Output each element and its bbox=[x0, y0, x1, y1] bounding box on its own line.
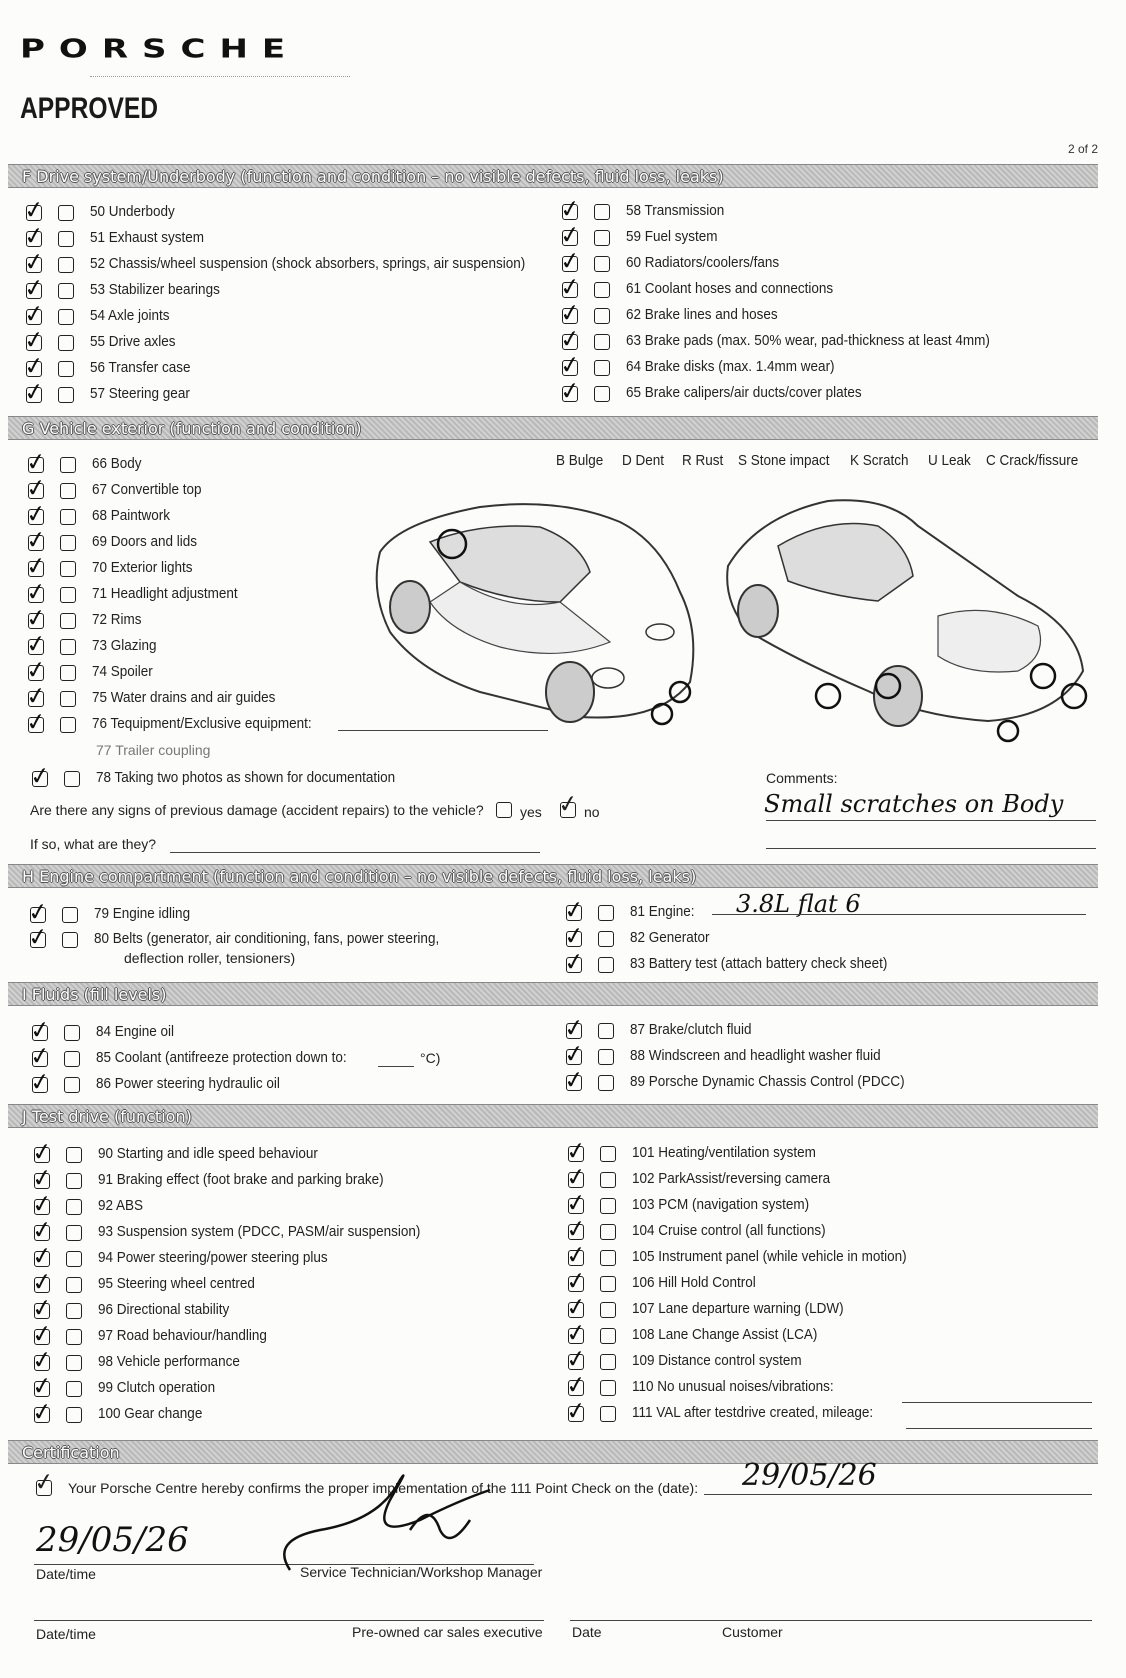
legend-leak: U Leak bbox=[928, 452, 971, 469]
checklist-item[interactable] bbox=[22, 350, 546, 382]
check-mark-icon: ✓ bbox=[28, 1014, 52, 1046]
check-mark-icon: ✓ bbox=[30, 1136, 54, 1168]
item-label: 92 ABS bbox=[98, 1197, 144, 1214]
check-mark-icon: ✓ bbox=[562, 946, 586, 978]
checklist-item[interactable] bbox=[28, 1040, 532, 1072]
not-ok-checkbox[interactable] bbox=[594, 204, 610, 220]
legend-bulge: B Bulge bbox=[556, 452, 604, 469]
coolant-temp-line bbox=[378, 1066, 414, 1067]
date-time-label-2: Date/time bbox=[36, 1626, 96, 1642]
not-ok-checkbox[interactable] bbox=[64, 771, 80, 787]
damage-yes-label: yes bbox=[520, 804, 542, 820]
section-title-f: F Drive system/Underbody (function and condition – no visible defects, fluid loss, leaks) bbox=[22, 167, 724, 186]
item-label: 59 Fuel system bbox=[626, 228, 718, 245]
checklist-item[interactable] bbox=[558, 245, 1092, 277]
check-mark-icon: ✓ bbox=[22, 324, 46, 356]
item-label: 91 Braking effect (foot brake and parking brake) bbox=[98, 1171, 384, 1188]
check-mark-icon: ✓ bbox=[558, 375, 582, 407]
item-label: 82 Generator bbox=[630, 929, 710, 946]
item-label: 73 Glazing bbox=[92, 637, 157, 654]
checklist-item[interactable] bbox=[30, 1344, 534, 1376]
check-mark-icon: ✓ bbox=[24, 680, 48, 712]
checklist-item[interactable] bbox=[564, 1317, 1088, 1349]
not-ok-checkbox[interactable] bbox=[60, 587, 76, 603]
item-label: 84 Engine oil bbox=[96, 1023, 175, 1040]
engine-value[interactable]: 3.8L flat 6 bbox=[736, 890, 861, 918]
damage-circle-icon bbox=[816, 684, 840, 708]
item-label: 111 VAL after testdrive created, mileage: bbox=[632, 1404, 874, 1421]
checklist-item[interactable] bbox=[558, 323, 1092, 355]
certification-statement: Your Porsche Centre hereby confirms the proper implementation of the 111 Point Check on the (date): bbox=[68, 1480, 699, 1496]
item-label: 67 Convertible top bbox=[92, 481, 202, 498]
item-label: 70 Exterior lights bbox=[92, 559, 193, 576]
car-top-view-right-icon bbox=[718, 486, 1098, 746]
approved-title: APPROVED bbox=[20, 92, 159, 125]
item-label: 66 Body bbox=[92, 455, 142, 472]
item-label: 89 Porsche Dynamic Chassis Control (PDCC) bbox=[630, 1073, 905, 1090]
checklist-item[interactable] bbox=[564, 1161, 1088, 1193]
check-mark-icon: ✓ bbox=[24, 628, 48, 660]
not-ok-checkbox[interactable] bbox=[62, 932, 78, 948]
check-mark-icon: ✓ bbox=[562, 920, 586, 952]
checklist-item[interactable] bbox=[558, 297, 1092, 329]
checklist-item[interactable] bbox=[564, 1291, 1088, 1323]
not-ok-checkbox[interactable] bbox=[598, 1023, 614, 1039]
checklist-item[interactable] bbox=[22, 272, 546, 304]
item-label: 102 ParkAssist/reversing camera bbox=[632, 1170, 831, 1187]
not-ok-checkbox[interactable] bbox=[600, 1224, 616, 1240]
check-mark-icon: ✓ bbox=[562, 1012, 586, 1044]
check-mark-icon: ✓ bbox=[22, 246, 46, 278]
item-label: 85 Coolant (antifreeze protection down to: bbox=[96, 1049, 347, 1066]
logo-underline bbox=[90, 76, 350, 77]
not-ok-checkbox[interactable] bbox=[600, 1302, 616, 1318]
comments-line-1 bbox=[766, 820, 1096, 821]
not-ok-checkbox[interactable] bbox=[58, 283, 74, 299]
checklist-item[interactable] bbox=[562, 1038, 1086, 1070]
certification-date-line bbox=[704, 1494, 1092, 1495]
damage-followup-label: If so, what are they? bbox=[30, 836, 157, 852]
not-ok-checkbox[interactable] bbox=[60, 535, 76, 551]
item-label: 100 Gear change bbox=[98, 1405, 203, 1422]
check-mark-icon: ✓ bbox=[30, 1396, 54, 1428]
item-label: 78 Taking two photos as shown for documentation bbox=[96, 769, 396, 786]
item-label: 95 Steering wheel centred bbox=[98, 1275, 255, 1292]
checklist-item[interactable] bbox=[22, 324, 546, 356]
check-mark-icon: ✓ bbox=[26, 896, 50, 928]
item-label: 62 Brake lines and hoses bbox=[626, 306, 778, 323]
not-ok-checkbox[interactable] bbox=[594, 256, 610, 272]
check-mark-icon: ✓ bbox=[558, 349, 582, 381]
check-mark-icon: ✓ bbox=[30, 1266, 54, 1298]
item-label: 76 Tequipment/Exclusive equipment: bbox=[92, 715, 312, 732]
check-mark-icon: ✓ bbox=[24, 654, 48, 686]
not-ok-checkbox[interactable] bbox=[598, 957, 614, 973]
check-mark-icon: ✓ bbox=[24, 472, 48, 504]
item-label: 72 Rims bbox=[92, 611, 142, 628]
checklist-item[interactable] bbox=[28, 1014, 532, 1046]
not-ok-checkbox[interactable] bbox=[60, 639, 76, 655]
check-mark-icon: ✓ bbox=[32, 1466, 56, 1498]
not-ok-checkbox[interactable] bbox=[66, 1381, 82, 1397]
checklist-item[interactable] bbox=[564, 1135, 1088, 1167]
item-label: 88 Windscreen and headlight washer fluid bbox=[630, 1047, 881, 1064]
check-mark-icon: ✓ bbox=[564, 1343, 588, 1375]
checklist-item[interactable] bbox=[558, 349, 1092, 381]
comments-label: Comments: bbox=[766, 770, 838, 786]
item-label: 51 Exhaust system bbox=[90, 229, 205, 246]
check-mark-icon: ✓ bbox=[22, 350, 46, 382]
check-mark-icon: ✓ bbox=[22, 272, 46, 304]
legend-scratch: K Scratch bbox=[850, 452, 909, 469]
item-80-continuation: deflection roller, tensioners) bbox=[124, 950, 296, 966]
check-mark-icon: ✓ bbox=[22, 220, 46, 252]
damage-circle-icon bbox=[1031, 664, 1055, 688]
item-77-label: 77 Trailer coupling bbox=[96, 742, 211, 758]
checklist-item[interactable] bbox=[558, 219, 1092, 251]
item-label: 74 Spoiler bbox=[92, 663, 153, 680]
item-label: 104 Cruise control (all functions) bbox=[632, 1222, 826, 1239]
not-ok-checkbox[interactable] bbox=[600, 1146, 616, 1162]
not-ok-checkbox[interactable] bbox=[594, 282, 610, 298]
damage-circle-icon bbox=[1062, 684, 1086, 708]
item-label: 98 Vehicle performance bbox=[98, 1353, 240, 1370]
item-label: 97 Road behaviour/handling bbox=[98, 1327, 267, 1344]
check-mark-icon: ✓ bbox=[30, 1214, 54, 1246]
coolant-unit: °C) bbox=[420, 1050, 441, 1066]
noise-line bbox=[902, 1402, 1092, 1403]
item-label: 94 Power steering/power steering plus bbox=[98, 1249, 328, 1266]
check-mark-icon: ✓ bbox=[556, 788, 580, 820]
check-mark-icon: ✓ bbox=[24, 576, 48, 608]
date-label: Date bbox=[572, 1624, 602, 1640]
check-mark-icon: ✓ bbox=[30, 1370, 54, 1402]
not-ok-checkbox[interactable] bbox=[594, 230, 610, 246]
item-label: 75 Water drains and air guides bbox=[92, 689, 276, 706]
item-label: 83 Battery test (attach battery check sheet) bbox=[630, 955, 888, 972]
certification-date[interactable]: 29/05/26 bbox=[742, 1458, 877, 1493]
item-label: 86 Power steering hydraulic oil bbox=[96, 1075, 280, 1092]
item-label: 57 Steering gear bbox=[90, 385, 190, 402]
section-band-i bbox=[8, 982, 1098, 1006]
checklist-item[interactable] bbox=[562, 1012, 1086, 1044]
check-mark-icon: ✓ bbox=[24, 706, 48, 738]
check-mark-icon: ✓ bbox=[564, 1161, 588, 1193]
checklist-item[interactable] bbox=[22, 194, 546, 226]
checklist-item[interactable] bbox=[22, 376, 546, 408]
section-band-f bbox=[8, 164, 1098, 188]
signature-icon bbox=[260, 1460, 500, 1580]
not-ok-checkbox[interactable] bbox=[58, 387, 74, 403]
not-ok-checkbox[interactable] bbox=[64, 1077, 80, 1093]
check-mark-icon: ✓ bbox=[564, 1317, 588, 1349]
check-mark-icon: ✓ bbox=[558, 219, 582, 251]
check-mark-icon: ✓ bbox=[24, 446, 48, 478]
check-mark-icon: ✓ bbox=[30, 1240, 54, 1272]
vin-number bbox=[0, 1312, 1, 1480]
not-ok-checkbox[interactable] bbox=[60, 509, 76, 525]
checklist-item[interactable] bbox=[564, 1213, 1088, 1245]
comments-line-2 bbox=[766, 848, 1096, 849]
item-label: 61 Coolant hoses and connections bbox=[626, 280, 834, 297]
checklist-item[interactable] bbox=[22, 246, 546, 278]
not-ok-checkbox[interactable] bbox=[64, 1025, 80, 1041]
not-ok-checkbox[interactable] bbox=[594, 386, 610, 402]
checklist-item[interactable] bbox=[30, 1266, 534, 1298]
car-top-view-left-icon bbox=[360, 482, 740, 742]
item-label: 96 Directional stability bbox=[98, 1301, 230, 1318]
not-ok-checkbox[interactable] bbox=[594, 360, 610, 376]
check-mark-icon: ✓ bbox=[558, 297, 582, 329]
not-ok-checkbox[interactable] bbox=[600, 1328, 616, 1344]
not-ok-checkbox[interactable] bbox=[66, 1251, 82, 1267]
item-label: 110 No unusual noises/vibrations: bbox=[632, 1378, 834, 1395]
item-label: 65 Brake calipers/air ducts/cover plates bbox=[626, 384, 862, 401]
check-mark-icon: ✓ bbox=[558, 193, 582, 225]
item-label: 80 Belts (generator, air conditioning, fans, power steering, bbox=[94, 930, 440, 947]
check-mark-icon: ✓ bbox=[22, 298, 46, 330]
damage-yes-checkbox[interactable] bbox=[496, 802, 512, 818]
not-ok-checkbox[interactable] bbox=[600, 1276, 616, 1292]
check-mark-icon: ✓ bbox=[24, 550, 48, 582]
item-label: 71 Headlight adjustment bbox=[92, 585, 238, 602]
check-mark-icon: ✓ bbox=[28, 1066, 52, 1098]
check-mark-icon: ✓ bbox=[564, 1265, 588, 1297]
check-mark-icon: ✓ bbox=[564, 1239, 588, 1271]
technician-label: Service Technician/Workshop Manager bbox=[300, 1564, 543, 1580]
checklist-item[interactable] bbox=[564, 1239, 1088, 1271]
check-mark-icon: ✓ bbox=[26, 921, 50, 953]
not-ok-checkbox[interactable] bbox=[58, 335, 74, 351]
engine-value-line bbox=[712, 914, 1086, 915]
not-ok-checkbox[interactable] bbox=[58, 257, 74, 273]
item-label: 106 Hill Hold Control bbox=[632, 1274, 756, 1291]
item-label: 109 Distance control system bbox=[632, 1352, 802, 1369]
not-ok-checkbox[interactable] bbox=[58, 309, 74, 325]
check-mark-icon: ✓ bbox=[22, 194, 46, 226]
checklist-item[interactable] bbox=[30, 1396, 534, 1428]
checklist-item[interactable] bbox=[562, 946, 1086, 978]
legend-rust: R Rust bbox=[682, 452, 724, 469]
not-ok-checkbox[interactable] bbox=[600, 1354, 616, 1370]
section-band-h bbox=[8, 864, 1098, 888]
not-ok-checkbox[interactable] bbox=[598, 931, 614, 947]
not-ok-checkbox[interactable] bbox=[58, 361, 74, 377]
check-mark-icon: ✓ bbox=[564, 1135, 588, 1167]
damage-no-label: no bbox=[584, 804, 600, 820]
checklist-item[interactable] bbox=[30, 1188, 534, 1220]
checklist-item[interactable] bbox=[564, 1187, 1088, 1219]
item-label: 53 Stabilizer bearings bbox=[90, 281, 220, 298]
damage-circle-icon bbox=[998, 721, 1018, 741]
section-title-i: I Fluids (fill levels) bbox=[22, 985, 167, 1004]
checklist-item[interactable] bbox=[558, 193, 1092, 225]
legend-crack: C Crack/fissure bbox=[986, 452, 1079, 469]
not-ok-checkbox[interactable] bbox=[600, 1172, 616, 1188]
not-ok-checkbox[interactable] bbox=[66, 1355, 82, 1371]
check-mark-icon: ✓ bbox=[558, 323, 582, 355]
check-mark-icon: ✓ bbox=[30, 1318, 54, 1350]
checklist-item[interactable] bbox=[558, 375, 1092, 407]
page-number: 2 of 2 bbox=[1067, 142, 1098, 156]
check-mark-icon: ✓ bbox=[562, 1038, 586, 1070]
checklist-item[interactable] bbox=[564, 1265, 1088, 1297]
check-mark-icon: ✓ bbox=[564, 1291, 588, 1323]
porsche-logo: PORSCHE bbox=[20, 34, 300, 64]
check-mark-icon: ✓ bbox=[562, 1064, 586, 1096]
item-label: 93 Suspension system (PDCC, PASM/air suspension) bbox=[98, 1223, 421, 1240]
not-ok-checkbox[interactable] bbox=[66, 1225, 82, 1241]
checklist-item[interactable] bbox=[564, 1369, 1088, 1401]
check-mark-icon: ✓ bbox=[564, 1369, 588, 1401]
check-mark-icon: ✓ bbox=[28, 760, 52, 792]
check-mark-icon: ✓ bbox=[24, 524, 48, 556]
check-mark-icon: ✓ bbox=[30, 1188, 54, 1220]
check-mark-icon: ✓ bbox=[24, 602, 48, 634]
not-ok-checkbox[interactable] bbox=[598, 1049, 614, 1065]
item-label: 103 PCM (navigation system) bbox=[632, 1196, 810, 1213]
comments-text[interactable]: Small scratches on Body bbox=[764, 790, 1064, 818]
not-ok-checkbox[interactable] bbox=[64, 1051, 80, 1067]
date-time-label: Date/time bbox=[36, 1566, 96, 1582]
checklist-item[interactable] bbox=[562, 1064, 1086, 1096]
item-label: 99 Clutch operation bbox=[98, 1379, 216, 1396]
checklist-item[interactable] bbox=[564, 1343, 1088, 1375]
check-mark-icon: ✓ bbox=[28, 1040, 52, 1072]
not-ok-checkbox[interactable] bbox=[60, 613, 76, 629]
not-ok-checkbox[interactable] bbox=[60, 665, 76, 681]
item-label: 54 Axle joints bbox=[90, 307, 170, 324]
not-ok-checkbox[interactable] bbox=[62, 907, 78, 923]
check-mark-icon: ✓ bbox=[564, 1395, 588, 1427]
checklist-item-78[interactable] bbox=[28, 760, 512, 792]
sales-signature-line bbox=[34, 1620, 544, 1621]
section-band-cert bbox=[8, 1440, 1098, 1464]
check-mark-icon: ✓ bbox=[564, 1213, 588, 1245]
damage-circle-icon bbox=[652, 704, 672, 724]
check-mark-icon: ✓ bbox=[30, 1344, 54, 1376]
damage-followup-line bbox=[170, 852, 540, 853]
check-mark-icon: ✓ bbox=[562, 894, 586, 926]
item-label: 87 Brake/clutch fluid bbox=[630, 1021, 752, 1038]
not-ok-checkbox[interactable] bbox=[600, 1380, 616, 1396]
item-label: 55 Drive axles bbox=[90, 333, 176, 350]
legend-dent: D Dent bbox=[622, 452, 665, 469]
check-mark-icon: ✓ bbox=[30, 1292, 54, 1324]
section-band-g bbox=[8, 416, 1098, 440]
check-mark-icon: ✓ bbox=[22, 376, 46, 408]
item-label: 68 Paintwork bbox=[92, 507, 171, 524]
checklist-item[interactable] bbox=[22, 298, 546, 330]
section-title-h: H Engine compartment (function and condition – no visible defects, fluid loss, leaks) bbox=[22, 867, 697, 886]
section-title-cert: Certification bbox=[22, 1443, 120, 1462]
check-mark-icon: ✓ bbox=[558, 271, 582, 303]
not-ok-checkbox[interactable] bbox=[58, 231, 74, 247]
not-ok-checkbox[interactable] bbox=[66, 1173, 82, 1189]
not-ok-checkbox[interactable] bbox=[60, 561, 76, 577]
checklist-item[interactable] bbox=[28, 1066, 532, 1098]
not-ok-checkbox[interactable] bbox=[598, 1075, 614, 1091]
sales-exec-label: Pre-owned car sales executive bbox=[352, 1624, 543, 1640]
checklist-item[interactable] bbox=[558, 271, 1092, 303]
checklist-item[interactable] bbox=[30, 1240, 534, 1272]
not-ok-checkbox[interactable] bbox=[66, 1147, 82, 1163]
check-mark-icon: ✓ bbox=[24, 498, 48, 530]
checklist-item[interactable] bbox=[26, 896, 530, 928]
not-ok-checkbox[interactable] bbox=[600, 1198, 616, 1214]
previous-damage-question: Are there any signs of previous damage (accident repairs) to the vehicle? bbox=[30, 802, 484, 818]
checklist-item[interactable] bbox=[22, 220, 546, 252]
customer-label: Customer bbox=[722, 1624, 783, 1640]
item-label: 56 Transfer case bbox=[90, 359, 191, 376]
item-label: 50 Underbody bbox=[90, 203, 175, 220]
item-label: 79 Engine idling bbox=[94, 905, 191, 922]
not-ok-checkbox[interactable] bbox=[66, 1277, 82, 1293]
checklist-item[interactable] bbox=[30, 1214, 534, 1246]
check-mark-icon: ✓ bbox=[30, 1162, 54, 1194]
checklist-item[interactable] bbox=[30, 1318, 534, 1350]
item-label: 107 Lane departure warning (LDW) bbox=[632, 1300, 844, 1317]
not-ok-checkbox[interactable] bbox=[66, 1407, 82, 1423]
checklist-item[interactable] bbox=[24, 446, 548, 478]
not-ok-checkbox[interactable] bbox=[598, 905, 614, 921]
not-ok-checkbox[interactable] bbox=[60, 717, 76, 733]
customer-signature-line bbox=[570, 1620, 1092, 1621]
check-mark-icon: ✓ bbox=[558, 245, 582, 277]
not-ok-checkbox[interactable] bbox=[60, 457, 76, 473]
legend-stone-impact: S Stone impact bbox=[738, 452, 830, 469]
checklist-item[interactable] bbox=[562, 920, 1086, 952]
item-label: 52 Chassis/wheel suspension (shock absorbers, springs, air suspension) bbox=[90, 255, 526, 272]
item-label: 60 Radiators/coolers/fans bbox=[626, 254, 780, 271]
checklist-item[interactable] bbox=[564, 1395, 1088, 1427]
not-ok-checkbox[interactable] bbox=[60, 483, 76, 499]
mileage-line bbox=[906, 1428, 1092, 1429]
signature-date[interactable]: 29/05/26 bbox=[36, 1520, 189, 1560]
not-ok-checkbox[interactable] bbox=[594, 334, 610, 350]
not-ok-checkbox[interactable] bbox=[66, 1303, 82, 1319]
section-title-j: J Test drive (function) bbox=[22, 1107, 192, 1126]
not-ok-checkbox[interactable] bbox=[66, 1199, 82, 1215]
check-mark-icon: ✓ bbox=[564, 1187, 588, 1219]
checklist-item[interactable] bbox=[30, 1292, 534, 1324]
item-label: 63 Brake pads (max. 50% wear, pad-thickness at least 4mm) bbox=[626, 332, 990, 349]
not-ok-checkbox[interactable] bbox=[58, 205, 74, 221]
item-label: 101 Heating/ventilation system bbox=[632, 1144, 816, 1161]
not-ok-checkbox[interactable] bbox=[60, 691, 76, 707]
checklist-item[interactable] bbox=[30, 1370, 534, 1402]
not-ok-checkbox[interactable] bbox=[594, 308, 610, 324]
checklist-item[interactable] bbox=[30, 1136, 534, 1168]
item-label: 108 Lane Change Assist (LCA) bbox=[632, 1326, 818, 1343]
item-label: 105 Instrument panel (while vehicle in motion) bbox=[632, 1248, 907, 1265]
item-label: 69 Doors and lids bbox=[92, 533, 198, 550]
item-label: 64 Brake disks (max. 1.4mm wear) bbox=[626, 358, 835, 375]
not-ok-checkbox[interactable] bbox=[600, 1250, 616, 1266]
not-ok-checkbox[interactable] bbox=[600, 1406, 616, 1422]
item-label: 90 Starting and idle speed behaviour bbox=[98, 1145, 318, 1162]
section-title-g: G Vehicle exterior (function and condition) bbox=[22, 419, 362, 438]
section-band-j bbox=[8, 1104, 1098, 1128]
checklist-item[interactable] bbox=[30, 1162, 534, 1194]
item-label: 81 Engine: bbox=[630, 903, 695, 920]
not-ok-checkbox[interactable] bbox=[66, 1329, 82, 1345]
item-label: 58 Transmission bbox=[626, 202, 725, 219]
